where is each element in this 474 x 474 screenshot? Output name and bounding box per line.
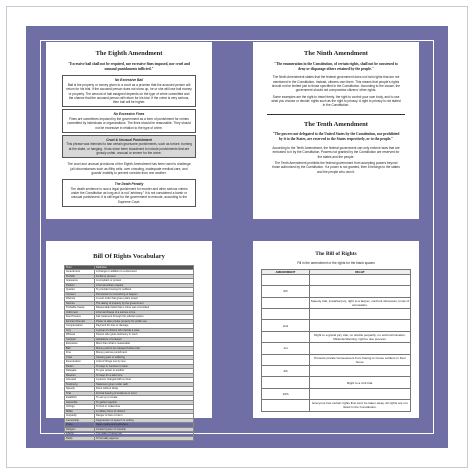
definition-cell: To limit or undermine [95,405,194,410]
amendment-cell[interactable]: 10th [262,388,310,399]
definition-cell: To provide housing for soldiers [95,288,194,293]
term-cell: Grievance [65,279,95,284]
term-cell: Quarter [65,288,95,293]
amendment-cell[interactable] [262,354,310,365]
definition-cell: A military force of citizens [95,409,194,414]
definition-header: Definition [95,265,194,270]
table-row [262,343,411,354]
definition-cell: Forbid or prevent [95,274,194,279]
definition-cell: Assistance of a lawyer [95,337,194,342]
definition-cell: More than what is reasonable [95,342,194,347]
section-text: Fines are sometimes imposed by the government as a form of punishment for crimes committed by individuals or organizations. The fines should be reasonable. They should not be excessive in relation to the type of crime. [67,116,191,130]
section-text: This phrase was intended to ban certain gruesome punishments, such as torture, burning at the stake, or hanging. It has since been broadened to include punishments that are grossly unfair, unusual or severe for the crime. [66,142,192,155]
term-cell: Jury [65,328,95,333]
term-cell: Reserve [65,373,95,378]
definition-cell: Reasonable belief that a crime was committed [95,306,194,311]
definition-cell: To formally approve [95,436,194,441]
right-cell[interactable]: Everyone has certain rights that can't be taken away. All rights are not listed in the Constitution. [310,400,411,411]
bill-of-rights-table [261,269,411,412]
definition-cell: Statement given under oath [95,382,194,387]
definition-cell: To set up or create [95,396,194,401]
table-row [262,366,411,377]
amendment-cell[interactable] [262,309,310,320]
right-cell[interactable] [310,286,411,297]
section-text: Bail is the property or money given to a court as a promise that the accused person will return for his trial. If the accused person does not show up, he or she will lose bail money or property. The amount of bail assigned depends on the type of crime committed and the chance that the accused person will return for his trial. If the crime is very serious, then bail will be higher. [66,82,192,105]
definition-cell: A complaint or protest [95,279,194,284]
term-cell: Excessive [65,342,95,347]
term-cell: Eminent Domain [65,319,95,324]
amendment-quote: "The powers not delegated to the United States by the Constitution, nor prohibited by it to the States, are reserved to the States respectively, or to the people." [272,132,400,142]
vocabulary-table [64,265,194,442]
definition-cell: Money paid as punishment [95,351,194,356]
paragraph: The Ninth Amendment states that the federal government does not hold rights that are not mentioned in the Constitution. Instead, citizens own them. This means that people's rights should not be limited just to those specified in the Constitution. According to the clause, the government should not compromise citizens' other rights. [271,75,401,93]
table-row [262,354,411,365]
amendment-cell[interactable] [262,331,310,342]
term-cell: Trial [65,391,95,396]
term-cell: Compensation [65,324,95,329]
section-box [62,75,196,107]
amendment-cell[interactable] [262,297,310,308]
amendment-cell[interactable] [262,377,310,388]
term-cell: Due Process [65,315,95,320]
instructions: Fill in the amendment or the rights for the blank spaces [297,261,375,266]
definition-cell: Person who gives testimony in court [95,333,194,338]
table-row [262,388,411,399]
definition-cell: A change or addition to a document [95,270,194,275]
page-title: The Tenth Amendment [304,120,368,128]
right-cell[interactable]: Right to a grand jury trial, no double jeopardy, no self-incrimination, Miranda Warning, right to due process. [310,331,411,342]
worksheet-eighth-amendment [46,42,212,219]
term-cell: Enumeration [65,360,95,365]
definition-cell: News media and publishers [95,423,194,428]
definition-cell: The state of being free [95,432,194,437]
sections-container [46,75,212,206]
definition-cell: The taking of property by the government [95,301,194,306]
definition-cell: Fair treatment through the judicial system [95,315,194,320]
table-row [262,331,411,342]
term-cell: Warrant [65,297,95,302]
right-cell[interactable] [310,320,411,331]
term-cell: Censorship [65,418,95,423]
section-heading: No Excessive Fines [113,112,145,117]
section-text: The death sentence is now a legal punishment for murder and other serious crimes under the Constitution as long as it is not "arbitrary." It is not considered a harsh or unusual punishment. It is still legal for the government to execute, according to the Supreme Court. [70,186,188,204]
term-cell: Assemble [65,400,95,405]
amendment-cell[interactable] [262,400,310,411]
definition-cell: To give power to another [95,369,194,374]
right-cell[interactable]: Protects private homeowners from having to house soldiers in their home. [310,354,411,365]
table-row [262,320,411,331]
term-cell: Petition [65,283,95,288]
right-cell[interactable]: Right to a civil trial. [310,377,411,388]
definition-cell: Suppression of speech or writing [95,418,194,423]
definition-cell: To keep or continue to have [95,364,194,369]
definition-cell: A belief system of worship [95,427,194,432]
term-cell: Speedy [65,387,95,392]
term-cell: Press [65,423,95,428]
amendment-quote: "The enumeration in the Constitution, of certain rights, shall not be construed to deny or disparage others retained by the people." [274,61,398,71]
term-cell: Infringe [65,405,95,410]
term-cell: Probable Cause [65,306,95,311]
section-box [62,135,196,158]
amendment-quote: "Excessive bail shall not be required, nor excessive fines imposed, nor cruel and unusual punishments inflicted." [68,61,190,71]
term-cell: Indictment [65,310,95,315]
table-row [262,309,411,320]
section-text: The cruel and unusual provisions of the Eighth Amendment has been used to challenge jail circumstances such as filthy cells, over crowding, inadequate medical care, and guards' inability to prevent convicts from one another. [67,162,191,175]
amendment-cell[interactable]: 1st [262,343,310,354]
paragraph: According to the Tenth Amendment, the federal government can only enforce laws that are entrusted to it by the Constitution. Powers not granted by the Constitution are reserved for the states and the people. [272,146,400,159]
term-cell: Fine [65,351,95,356]
section-box [62,160,196,177]
paragraph: The Tenth Amendment prohibits the federal government from accepting powers beyond those authorized by the Constitution. If a power is not granted, then it belongs to the states and the people who own it. [272,161,400,174]
table-row [262,377,411,388]
page-title: The Bill of Rights [315,251,357,257]
term-cell: Testimony [65,382,95,387]
definition-cell: To gather together [95,400,194,405]
definition-cell: Permission for something to happen [95,292,194,297]
section-heading: The Death Penalty [114,182,144,187]
definition-cell: A list of things one by one [95,360,194,365]
paragraph: Some examples are the right to travel freely, the right to control your own body, and to use what you choose or decide; rights such as the right to privacy. A right to privacy is not stated in the Constitution. [271,94,401,108]
column-header-right: RIGHT [310,269,411,274]
definition-cell: Money paid to be released before trial [95,346,194,351]
definition-cell: A court order that gives police power [95,297,194,302]
term-cell: Amendment [65,270,95,275]
term-cell: Counsel [65,337,95,342]
right-cell[interactable] [310,388,411,399]
definition-cell: Causing pain or suffering [95,355,194,360]
term-cell: Religion [65,427,95,432]
amendment-cell[interactable]: 2nd [262,320,310,331]
term-cell: Delegate [65,369,95,374]
divider [267,114,405,115]
amendment-cell[interactable]: 6th [262,286,310,297]
term-cell: Seizure [65,301,95,306]
term-cell: Liberty [65,432,95,437]
term-cell: Jeopardy [65,414,95,419]
page-title: The Ninth Amendment [304,50,368,57]
page-title: Bill Of Rights Vocabulary [93,253,165,260]
definition-cell: A group of citizens who decide a case [95,328,194,333]
term-cell: Prohibit [65,274,95,279]
section-box [62,109,196,132]
definition-cell: A formal written request [95,283,194,288]
table-row [65,436,194,441]
term-cell: Ratify [65,436,95,441]
table-row [262,400,411,411]
amendment-cell[interactable] [262,274,310,285]
table-row [262,274,411,285]
definition-cell: Payment for loss or damage [95,324,194,329]
right-cell[interactable] [310,309,411,320]
definition-cell: Danger of loss or harm [95,414,194,419]
term-cell: Establish [65,396,95,401]
worksheet-ninth-tenth-amendment [253,42,419,219]
section-box [62,179,196,207]
right-cell[interactable] [310,274,411,285]
term-cell: Militia [65,409,95,414]
term-cell: Witness [65,333,95,338]
right-cell[interactable] [310,366,411,377]
definition-cell: Done without delay [95,387,194,392]
worksheet-bill-of-rights [253,241,419,418]
term-header: Term [65,265,95,270]
term-cell: Accused [65,378,95,383]
definition-cell: Formal hearing of evidence in court [95,391,194,396]
term-cell: Cruel [65,355,95,360]
table-row [262,286,411,297]
right-cell[interactable] [310,343,411,354]
worksheet-vocabulary [46,241,212,440]
definition-cell: Power to take private property for public use [95,319,194,324]
table-row [262,297,411,308]
term-cell: Consent [65,292,95,297]
definition-cell: A formal charge of a serious crime [95,310,194,315]
amendment-cell[interactable]: 4th [262,366,310,377]
column-header-amendment: AMENDMENT [262,269,310,274]
term-cell: Bail [65,346,95,351]
right-cell[interactable]: Speedy trial, impartial jury, right to a lawyer, confront witnesses, know of accusation. [310,298,410,307]
term-cell: Retain [65,364,95,369]
section-heading: No Excessive Bail [114,78,144,83]
page-title: The Eighth Amendment [95,50,163,57]
definition-cell: A person charged with a crime [95,378,194,383]
section-heading: Cruel & Unusual Punishment [106,137,152,142]
definition-cell: To keep for a later time [95,373,194,378]
